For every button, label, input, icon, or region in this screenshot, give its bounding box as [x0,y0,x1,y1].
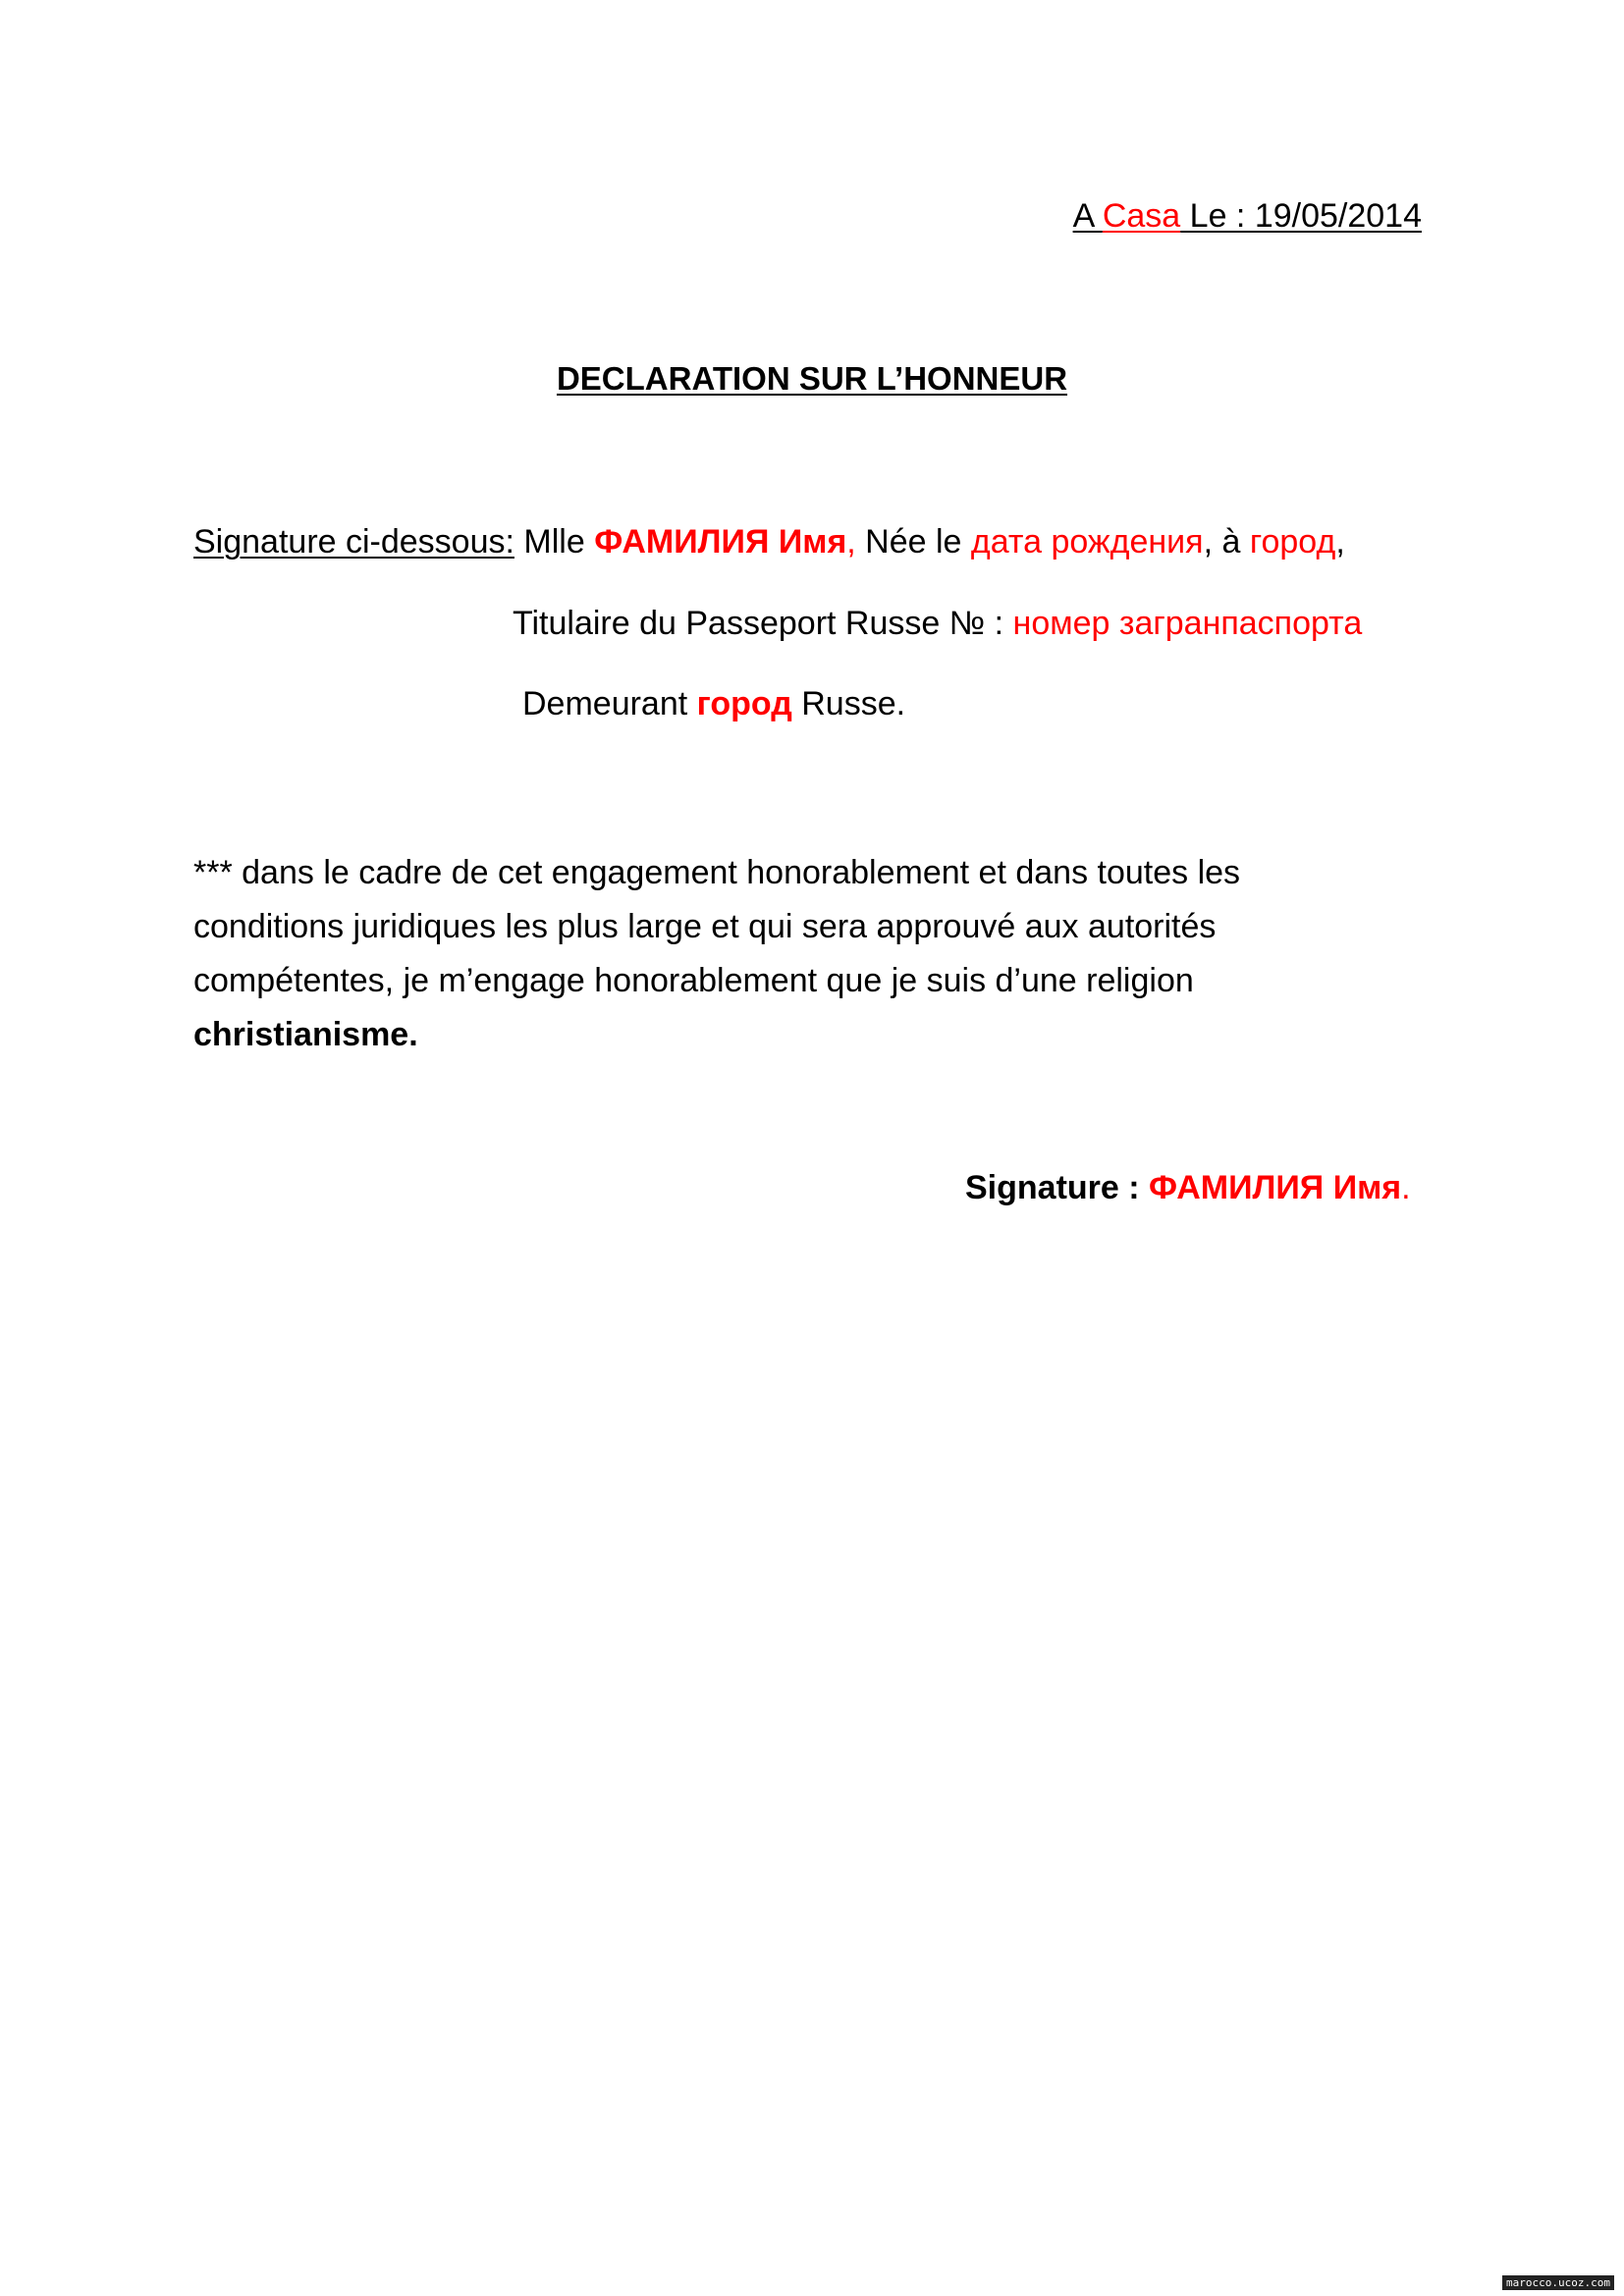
identity-at-text: , à [1203,523,1250,561]
signature-period: . [1401,1169,1411,1206]
document-title: DECLARATION SUR L’HONNEUR [556,360,1068,397]
declaration-line-3: compétentes, je m’engage honorablement que je suis d’une religion [193,962,1194,999]
signature-line [965,1168,1411,1207]
date-line [1073,196,1422,236]
passport-line [513,604,1362,643]
residence-prefix: Demeurant [522,685,697,722]
date-place: Casa [1102,197,1181,235]
identity-birth-city: город [1249,523,1336,561]
identity-end-comma: , [1335,523,1345,561]
identity-label: Signature ci-dessous: [193,523,514,561]
identity-line [193,522,1345,561]
date-place-prefix: A [1072,197,1103,235]
residence-suffix: Russe. [791,685,906,722]
passport-number: номер загранпаспорта [1012,605,1363,642]
signature-label: Signature : [965,1169,1150,1206]
identity-name: ФАМИЛИЯ Имя [594,523,847,561]
identity-birth-date: дата рождения [970,523,1204,561]
declaration-line-4: christianisme. [193,1016,418,1053]
watermark: marocco.ucoz.com [1502,2275,1614,2290]
signature-name: ФАМИЛИЯ Имя [1149,1169,1402,1206]
passport-label: Titulaire du Passeport Russe № : [513,605,1013,642]
identity-comma: , [846,523,856,561]
identity-born-text: Née le [855,523,971,561]
residence-city: город [696,685,792,722]
identity-title-prefix: Mlle [514,523,595,561]
declaration-line-1: *** dans le cadre de cet engagement honorablement et dans toutes les [193,854,1241,891]
date-text: Le : 19/05/2014 [1180,197,1422,235]
residence-line [522,684,905,723]
declaration-line-2: conditions juridiques les plus large et qui sera approuvé aux autorités [193,908,1217,945]
declaration-paragraph [193,846,1372,1062]
